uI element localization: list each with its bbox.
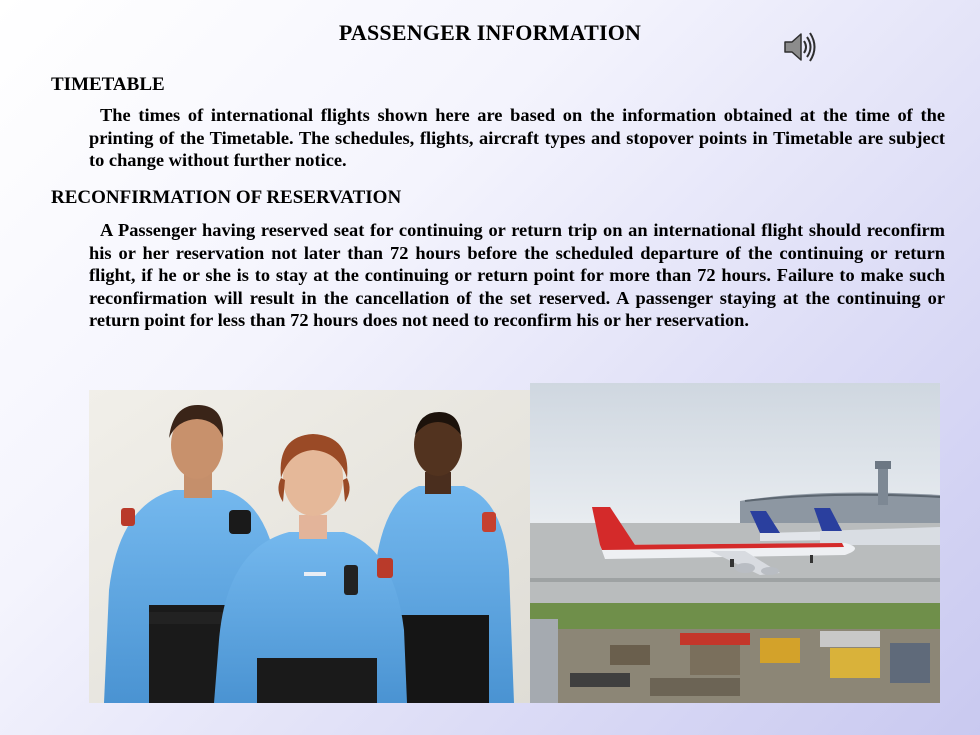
timetable-paragraph: The times of international flights shown here are based on the information obtained at the time of the printing of the Timetable. The schedules, flights, aircraft types and stopover points in Timetable are subject to change without further notice. bbox=[89, 105, 945, 171]
slide-title: PASSENGER INFORMATION bbox=[338, 20, 642, 45]
speaker-icon[interactable] bbox=[782, 30, 820, 64]
staff-photo bbox=[89, 390, 531, 703]
section-heading-reconfirmation: RECONFIRMATION OF RESERVATION bbox=[51, 187, 402, 208]
reconfirmation-paragraph: A Passenger having reserved seat for continuing or return trip on an international flight should reconfirm his or her reservation not later than 72 hours before the scheduled departure of the continuing or return flight, if he or she is to stay at the continuing or return point for more than 72 hours. Failure to make such reconfirmation will result in the cancellation of the set reserved. A passenger staying at the continuing or return point for less than 72 hours does not need to reconfirm his or her reservation. bbox=[89, 220, 945, 331]
airport-photo bbox=[530, 383, 940, 703]
section-heading-timetable: TIMETABLE bbox=[51, 74, 165, 95]
